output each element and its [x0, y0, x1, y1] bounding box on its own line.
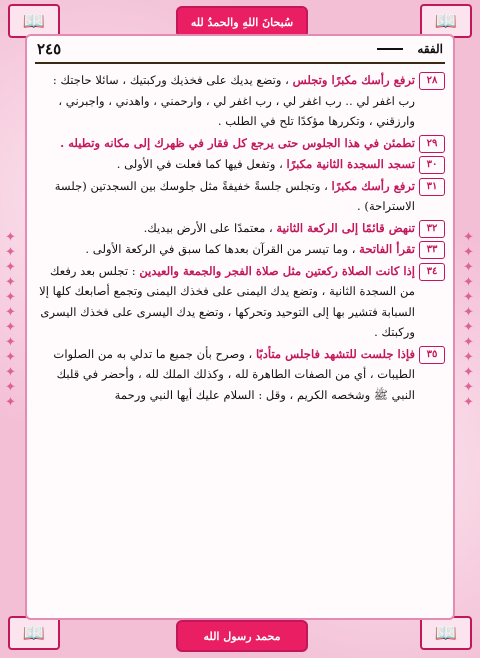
page-header: [35, 40, 445, 64]
item-number: ٣٤: [419, 263, 445, 281]
item-text: ، وتجلس جلسةً خفيفةً مثل جلوسك بين السجدتين (جلسة الاستراحة) .: [54, 178, 415, 213]
bottom-banner: محمد رسول الله: [176, 620, 308, 652]
item-highlight: فإذا جلست للتشهد فاجلس متأدبًا: [255, 346, 415, 361]
item-text: : تجلس بعد رفعك من السجدة الثانية ، وتضع يدك اليمنى على فخذك اليمنى وتجمع أصابعك كلها إلا السبابة فتشير بها إلى التوحيد وتحركها ، وتضع يدك اليسرى على فخذك اليسرى وركبتك .: [39, 263, 415, 339]
list-item: [35, 176, 445, 217]
list-item: [35, 218, 445, 239]
left-mosque-decoration: ✦✦✦✦✦✦✦✦✦✦✦✦: [3, 230, 18, 410]
item-number: ٣٠: [419, 156, 445, 174]
item-text: ، معتمدًا على الأرض بيديك.: [143, 220, 273, 235]
item-highlight: ترفع رأسك مكبرًا وتجلس: [292, 73, 415, 87]
header-dash: [377, 48, 403, 50]
item-highlight: ترفع رأسك مكبرًا: [331, 178, 415, 193]
item-text: ، وتضع يديك على فخذيك وركبتيك ، سائلا حاجتك : رب اغفر لي .. رب اغفر لي ، رب اغفر لي ، وارحمني ، واهدني ، واجبرني ، وارزقني ، وتكررها مؤكدًا تلح في الطلب .: [52, 73, 415, 128]
item-number: ٣١: [419, 178, 445, 196]
section-title: الفقه: [417, 42, 443, 56]
list-item: [35, 70, 445, 132]
quran-book-icon: 📖: [420, 4, 472, 38]
item-highlight: تنهض قائمًا إلى الركعة الثانية: [276, 220, 415, 235]
right-mosque-decoration: ✦✦✦✦✦✦✦✦✦✦✦✦: [461, 230, 476, 410]
item-number: ٢٩: [419, 135, 445, 153]
quran-book-icon: 📖: [420, 616, 472, 650]
list-item: [35, 154, 445, 175]
item-number: ٣٥: [419, 346, 445, 364]
item-text: ، وما تيسر من القرآن بعدها كما سبق في الركعة الأولى .: [85, 242, 356, 256]
quran-book-icon: 📖: [8, 4, 60, 38]
quran-book-icon: 📖: [8, 616, 60, 650]
item-highlight: إذا كانت الصلاة ركعتين مثل صلاة الفجر والجمعة والعيدين: [139, 263, 415, 278]
text-body: [35, 70, 445, 405]
list-item: [35, 133, 445, 154]
item-text: ، وصرح بأن جميع ما تدلي به من الصلوات الطيبات ، أي من الصفات الطاهرة لله ، وكذلك الملك لله ، وأحضر في قلبك النبي ﷺ وشخصه الكريم ، وقل : السلام عليك أيها النبي ورحمة: [53, 346, 415, 402]
page-number: ٢٤٥: [37, 40, 62, 58]
item-highlight: تقرأ الفاتحة: [359, 242, 415, 256]
list-item: [35, 344, 445, 406]
item-number: ٣٣: [419, 241, 445, 259]
page-content: [25, 34, 455, 620]
item-number: ٢٨: [419, 72, 445, 90]
list-item: [35, 261, 445, 343]
item-text: ، وتفعل فيها كما فعلت في الأولى .: [116, 157, 283, 171]
item-highlight: تسجد السجدة الثانية مكبرًا: [286, 157, 415, 171]
list-item: [35, 239, 445, 260]
top-banner: سُبحانَ اللهِ والحمدُ لله: [176, 6, 308, 38]
item-number: ٣٢: [419, 220, 445, 238]
item-highlight: تطمئن في هذا الجلوس حتى يرجع كل فقار في ظهرك إلى مكانه وتطيله .: [60, 135, 415, 150]
